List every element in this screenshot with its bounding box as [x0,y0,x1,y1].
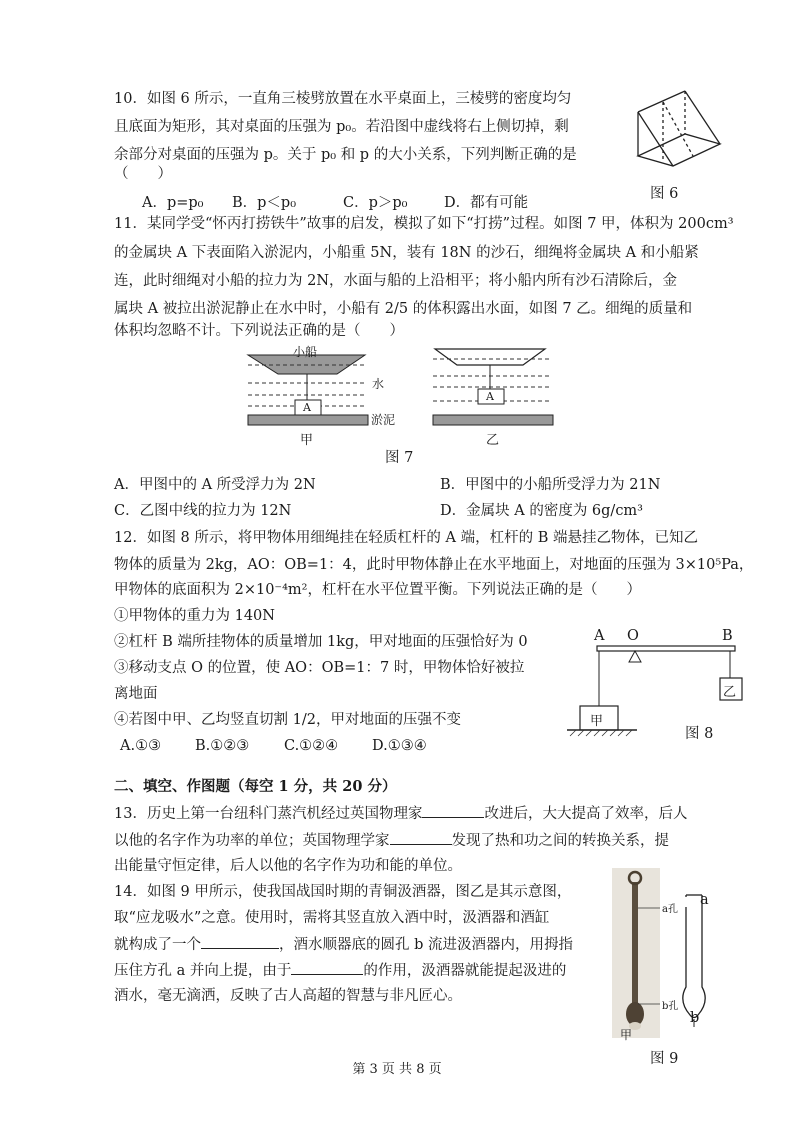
figure-7-boat-label: 小船 [293,345,318,359]
q13-line-2-a: 以他的名字作为功率的单位；英国物理学家 [114,833,390,849]
q10-line-1: 10．如图 6 所示，一直角三棱劈放置在水平桌面上，三棱劈的密度均匀 [114,91,572,107]
q11-option-b: B．甲图中的小船所受浮力为 21N [440,477,661,493]
figure-9-caption: 图 9 [650,1051,679,1067]
q14-line-5: 酒水，毫无滴洒，反映了古人高超的智慧与非凡匠心。 [114,988,462,1004]
q10-line-2: 且底面为矩形，其对桌面的压强为 p₀。若沿图中虚线将右上侧切掉，剩 [114,119,569,135]
q12-statement-3: ③移动支点 O 的位置，使 AO：OB=1：7 时，甲物体恰好被拉 [114,660,525,676]
q14-line-2: 取“应龙吸水”之意。使用时，需将其竖直放入酒中时，汲酒器和酒缸 [114,910,550,926]
figure-7-yi [433,349,553,425]
q10-option-d: D．都有可能 [444,195,529,211]
q13-line-1-b: 改进后，大大提高了效率，后人 [484,806,688,822]
q12-line-2: 物体的质量为 2kg，AO：OB=1：4，此时甲物体静止在水平地面上，对地面的压强为 3×10⁵Pa， [114,557,754,573]
q14-line-3-a: 就构成了一个 [114,937,201,953]
figure-7-water-label: 水 [372,377,385,391]
figure-7-caption: 图 7 [385,450,414,466]
figure-9-label-a: a [700,892,709,908]
figure-7-block-a-right: A [486,390,494,403]
figure-8-yi: 乙 [723,685,737,700]
figure-9-label-b: b [690,1010,700,1026]
q10-line-3: 余部分对桌面的压强为 p。关于 p₀ 和 p 的大小关系，下列判断正确的是 [114,147,577,163]
figure-6-wedge [628,86,728,168]
q14-line-4 [114,960,566,981]
q11-line-2: 的金属块 A 下表面陷入淤泥内，小船重 5N，装有 18N 的沙石，细绳将金属块 A 和小船紧 [114,245,699,261]
q12-statement-2: ②杠杆 B 端所挂物体的质量增加 1kg，甲对地面的压强恰好为 0 [114,634,528,650]
figure-7-jia [248,355,368,425]
q10-line-4: （ ） [114,166,172,182]
figure-8-jia: 甲 [590,714,604,729]
q13-line-1 [114,803,687,824]
figure-7-mud-label: 淤泥 [371,413,396,427]
q12-statement-4: ④若图中甲、乙均竖直切割 1/2，甲对地面的压强不变 [114,712,461,728]
section-2-title: 二、填空、作图题（每空 1 分，共 20 分） [114,778,397,795]
q13-blank-2[interactable] [390,830,452,845]
figure-6-caption: 图 6 [650,186,679,202]
q14-blank-2[interactable] [291,960,363,975]
q11-option-a: A．甲图中的 A 所受浮力为 2N [114,477,316,493]
figure-7-yi-caption: 乙 [486,433,500,448]
figure-8-caption: 图 8 [685,726,714,742]
q11-option-c: C．乙图中线的拉力为 12N [114,503,292,519]
q13-line-2-b: 发现了热和功之间的转换关系，提 [451,833,669,849]
figure-8-label-b: B [722,628,733,644]
figure-7 [240,343,570,433]
figure-9-diagram [680,893,720,1033]
q12-statement-1: ①甲物体的重力为 140N [114,608,275,624]
q14-line-1: 14．如图 9 甲所示，使我国战国时期的青铜汲酒器，图乙是其示意图， [114,884,572,900]
q12-option-d: D.①③④ [372,738,427,754]
figure-7-jia-caption: 甲 [300,433,314,448]
q14-line-3 [114,934,573,955]
q11-line-3: 连，此时细绳对小船的拉力为 2N，水面与船的上沿相平；将小船内所有沙石清除后，金 [114,273,678,289]
q12-line-3: 甲物体的底面积为 2×10⁻⁴m²，杠杆在水平位置平衡。下列说法正确的是（ ） [114,582,641,598]
q12-line-1: 12．如图 8 所示，将甲物体用细绳挂在轻质杠杆的 A 端，杠杆的 B 端悬挂乙物体，已知乙 [114,530,698,546]
figure-9-hole-a-photo: a孔 [662,904,678,915]
figure-8-label-o: O [627,628,639,644]
q12-option-a: A.①③ [120,738,162,754]
q13-line-2 [114,830,669,851]
page-footer: 第 3 页 共 8 页 [352,1062,442,1077]
q13-line-3: 出能量守恒定律，后人以他的名字作为功和能的单位。 [114,858,462,874]
q11-option-d: D．金属块 A 的密度为 6g/cm³ [440,503,643,519]
figure-9-jia: 甲 [620,1028,633,1042]
q13-blank-1[interactable] [422,803,484,818]
figure-7-block-a-left: A [303,401,311,414]
q13-line-1-a: 13．历史上第一台纽科门蒸汽机经过英国物理家 [114,806,423,822]
q14-blank-1[interactable] [201,934,279,949]
q10-option-a: A．p=p₀ [142,195,204,211]
figure-9-hole-b-photo: b孔 [662,1001,679,1012]
q14-line-4-b: 的作用，汲酒器就能提起汲进的 [363,963,567,979]
q12-option-b: B.①②③ [195,738,250,754]
q12-statement-3-cont: 离地面 [114,686,158,702]
q14-line-3-b: ，酒水顺器底的圆孔 b 流进汲酒器内，用拇指 [279,937,573,953]
q11-line-1: 11．某同学受“怀丙打捞铁牛”故事的启发，模拟了如下“打捞”过程。如图 7 甲，体积为 200cm³ [114,216,734,232]
figure-8-label-a: A [594,628,605,644]
figure-9-photo [612,868,660,1038]
q10-option-b: B．p＜p₀ [232,195,297,211]
q10-option-c: C．p＞p₀ [343,195,408,211]
q12-option-c: C.①②④ [284,738,339,754]
q11-line-5: 体积均忽略不计。下列说法正确的是（ ） [114,323,404,339]
q14-line-4-a: 压住方孔 a 并向上提，由于 [114,963,292,979]
q11-line-4: 属块 A 被拉出淤泥静止在水中时，小船有 2/5 的体积露出水面，如图 7 乙。细绳的质量和 [114,301,693,317]
